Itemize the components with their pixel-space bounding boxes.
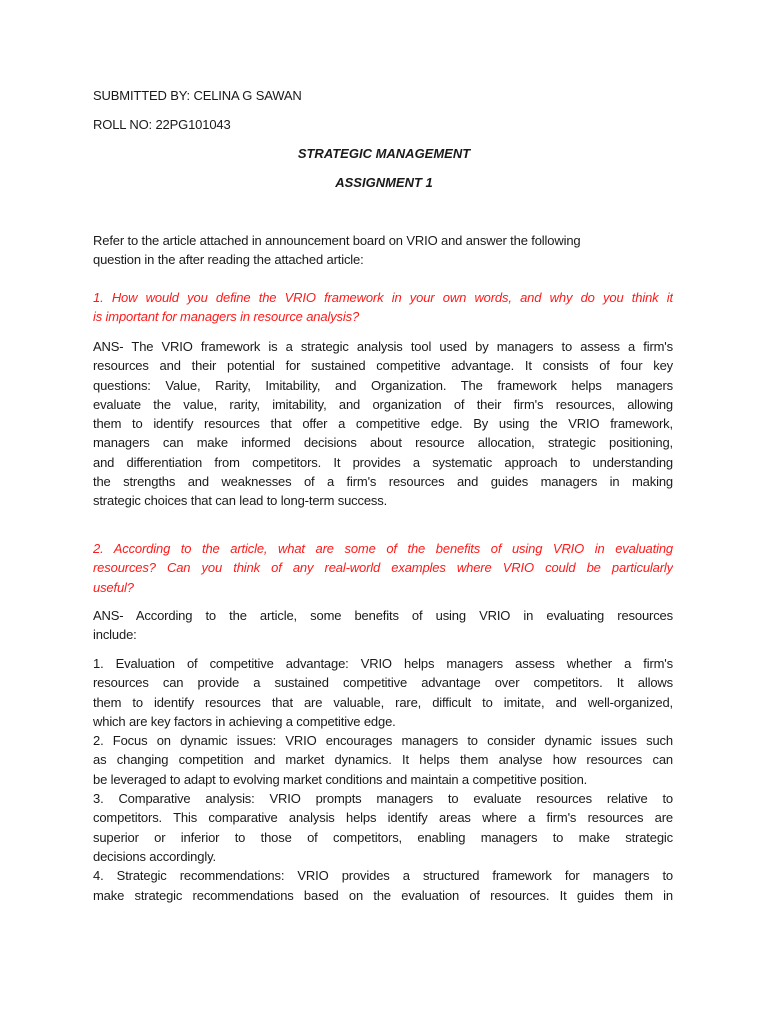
text-line: ANS- The VRIO framework is a strategic analysis tool used by managers to assess a firm's — [93, 339, 673, 354]
text-line: resources and their potential for sustained competitive advantage. It consists of four key — [93, 358, 673, 374]
text-line: 4. Strategic recommendations: VRIO provides a structured framework for managers to — [93, 868, 673, 884]
text-line: decisions accordingly. — [93, 848, 216, 864]
text-line: superior or inferior to those of competitors, enabling managers to make strategic — [93, 829, 673, 845]
text-line: resources can provide a sustained competitive advantage over competitors. It allows — [93, 675, 673, 691]
text-line: as changing competition and market dynamics. It helps them analyse how resources can — [93, 752, 673, 768]
text-line: be leveraged to adapt to evolving market conditions and maintain a competitive position. — [93, 771, 588, 787]
text-line: and differentiation from competitors. It provides a systematic approach to understanding — [93, 454, 673, 470]
text-line: Refer to the article attached in announcement board on VRIO and answer the following — [93, 233, 581, 248]
text-line: the strengths and weaknesses of a firm's resources and guides managers in making — [93, 474, 673, 490]
text-line: ANS- According to the article, some benefits of using VRIO in evaluating resources — [93, 608, 673, 623]
course-title: STRATEGIC MANAGEMENT — [297, 146, 471, 161]
text-line: 2. According to the article, what are some of the benefits of using VRIO in evaluating — [93, 541, 673, 556]
text-line: 1. Evaluation of competitive advantage: VRIO helps managers assess whether a firm's — [93, 656, 673, 671]
text-line: which are key factors in achieving a competitive edge. — [93, 713, 396, 729]
question-1 — [93, 288, 673, 327]
text-line: competitors. This comparative analysis helps identify areas where a firm's resources are — [93, 810, 673, 826]
intro-paragraph — [93, 231, 673, 270]
submitted-by: SUBMITTED BY: CELINA G SAWAN — [93, 88, 302, 103]
assignment-title: ASSIGNMENT 1 — [335, 175, 433, 190]
question-2 — [93, 539, 673, 597]
text-line: useful? — [93, 579, 134, 595]
text-line: question in the after reading the attached article: — [93, 252, 364, 268]
roll-number: ROLL NO: 22PG101043 — [93, 117, 231, 132]
text-line: managers can make informed decisions about resource allocation, strategic positioning, — [93, 435, 673, 451]
text-line: them to identify resources that offer a competitive edge. By using the VRIO framework, — [93, 416, 673, 432]
text-line: 3. Comparative analysis: VRIO prompts managers to evaluate resources relative to — [93, 791, 673, 807]
answer-2-list — [93, 654, 673, 905]
answer-1 — [93, 337, 673, 511]
text-line: 1. How would you define the VRIO framework in your own words, and why do you think it — [93, 290, 673, 305]
text-line: questions: Value, Rarity, Imitability, and Organization. The framework helps managers — [93, 377, 673, 393]
text-line: make strategic recommendations based on the evaluation of resources. It guides them in — [93, 887, 673, 903]
answer-2-intro — [93, 606, 673, 645]
text-line: them to identify resources that are valuable, rare, difficult to imitate, and well-organized, — [93, 694, 673, 710]
text-line: resources? Can you think of any real-world examples where VRIO could be particularly — [93, 560, 673, 576]
text-line: include: — [93, 627, 137, 643]
text-line: 2. Focus on dynamic issues: VRIO encourages managers to consider dynamic issues such — [93, 733, 673, 749]
text-line: strategic choices that can lead to long-term success. — [93, 493, 388, 509]
text-line: is important for managers in resource analysis? — [93, 309, 360, 325]
text-line: evaluate the value, rarity, imitability, and organization of their firm's resources, allowing — [93, 396, 673, 412]
